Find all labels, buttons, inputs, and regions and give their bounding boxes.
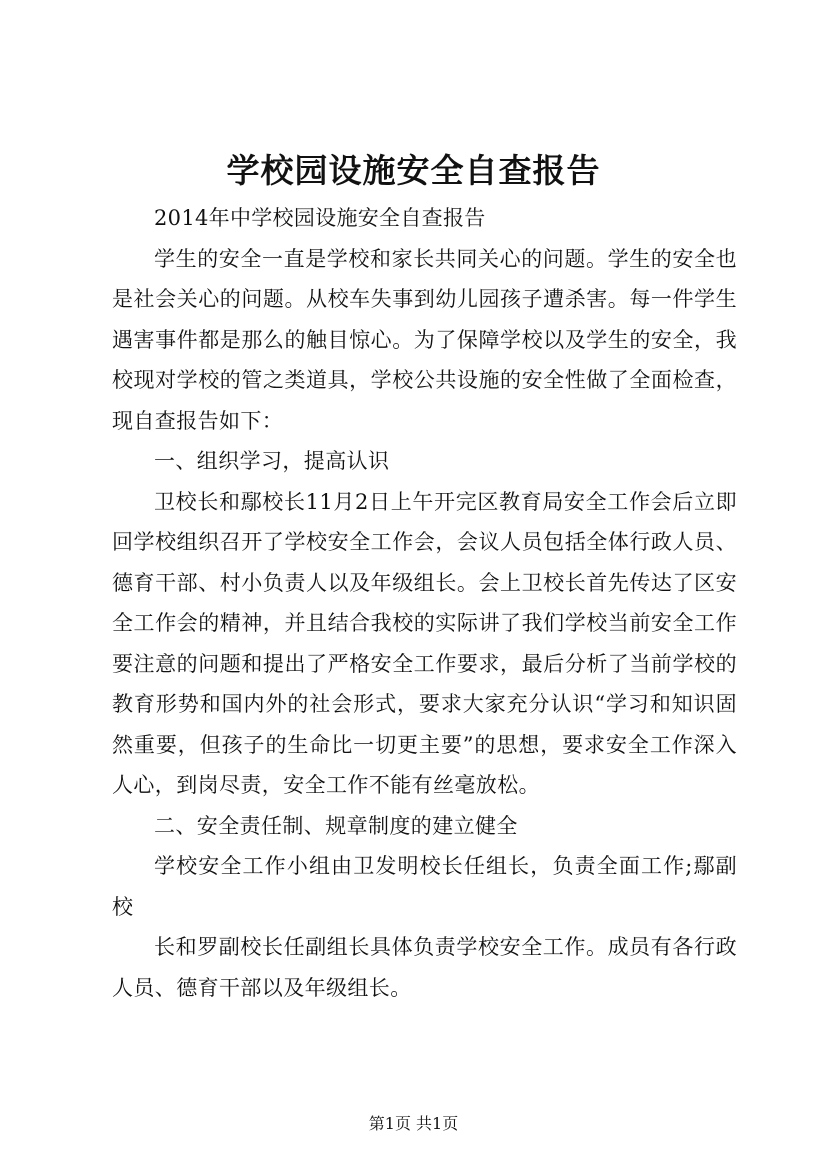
page-number-label: 第1页 共1页 bbox=[368, 1114, 459, 1133]
page-footer bbox=[0, 1111, 827, 1134]
document-title: 学校园设施安全自查报告 bbox=[226, 151, 601, 190]
paragraph-intro: 学生的安全一直是学校和家长共同关心的问题。学生的安全也是社会关心的问题。从校车失事到幼儿园孩子遭杀害。每一件学生遇害事件都是那么的触目惊心。为了保障学校以及学生的安全，我校现对学校的管之类道具，学校公共设施的安全性做了全面检查，现自查报告如下： bbox=[112, 246, 737, 433]
paragraph-section-2b: 长和罗副校长任副组长具体负责学校安全工作。成员有各行政人员、德育干部以及年级组长。 bbox=[112, 935, 737, 1000]
document-subtitle: 2014年中学校园设施安全自查报告 bbox=[154, 206, 486, 230]
paragraph-section-2a: 学校安全工作小组由卫发明校长任组长，负责全面工作;鄢副校 bbox=[112, 854, 737, 919]
paragraph-section-1: 卫校长和鄢校长11月2日上午开完区教育局安全工作会后立即回学校组织召开了学校安全工作会，会议人员包括全体行政人员、德育干部、村小负责人以及年级组长。会上卫校长首先传达了区安全工作会的精神，并且结合我校的实际讲了我们学校当前安全工作要注意的问题和提出了严格安全工作要求，最后分析了当前学校的教育形势和国内外的社会形式，要求大家充分认识“学习和知识固然重要，但孩子的生命比一切更主要”的思想，要求安全工作深入人心，到岗尽责，安全工作不能有丝毫放松。 bbox=[112, 489, 737, 797]
section-heading-2: 二、安全责任制、规章制度的建立健全 bbox=[154, 813, 518, 838]
document-body bbox=[112, 198, 737, 1008]
section-heading-1: 一、组织学习，提高认识 bbox=[154, 449, 390, 473]
